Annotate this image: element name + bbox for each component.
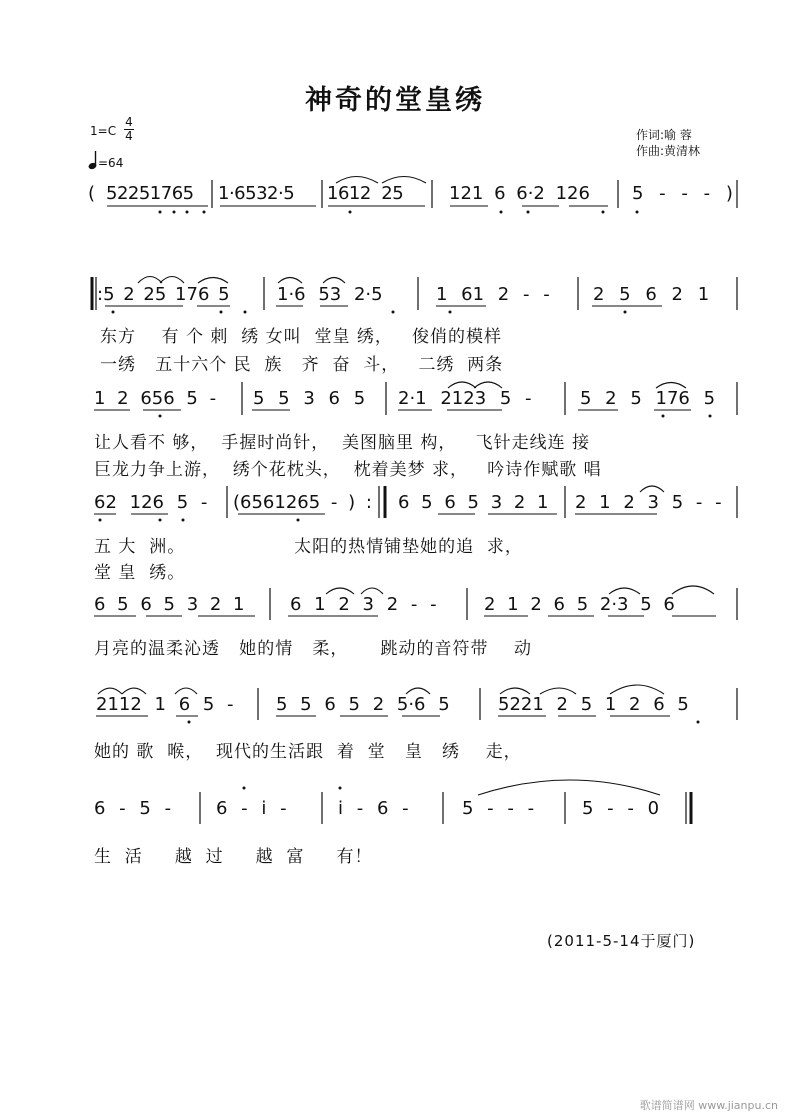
time-sig-top: 4: [125, 115, 133, 129]
lyric-line: 一绣 五十六个 民 族 齐 奋 斗， 二绣 两条: [100, 355, 504, 375]
measure: 1 61 2 - -: [436, 284, 550, 305]
tempo-marking: [88, 150, 123, 170]
measure: 5221 2 5 1 2 6 5: [498, 694, 689, 715]
measure: 1·6532·5: [218, 183, 295, 204]
measure: 2 1 2 3 5 - -: [575, 492, 722, 513]
song-title: 神奇的堂皇绣: [305, 85, 485, 116]
measure: 6 5 6 5 3 2 1: [398, 492, 549, 513]
lyric-line: 月亮的温柔沁透 她的情 柔， 跳动的音符带 动: [94, 639, 533, 659]
quarter-note-icon: [88, 150, 98, 170]
date-note: (2011-5-14于厦门): [547, 932, 696, 950]
site-watermark: 歌谱简谱网 www.jianpu.cn: [639, 1099, 778, 1112]
measure: 52251765: [106, 183, 194, 204]
measure: 2112 1 6 5 -: [96, 694, 234, 715]
measure: 5 5 6 5 2 5·6 5: [276, 694, 450, 715]
lyric-line: 让人看不 够， 手握时尚针， 美图脑里 构， 飞针走线连 接: [94, 433, 591, 453]
measure: 1 2 656 5 -: [94, 388, 217, 409]
tempo-value: =64: [98, 156, 124, 170]
open-paren: (: [88, 183, 96, 204]
measure: (6561265 - ) :: [233, 492, 372, 513]
time-signature: [124, 116, 134, 143]
measure: 62 126 5 -: [94, 492, 208, 513]
measure: 5 - - 0: [582, 798, 660, 819]
lyricist-credit: 作词:喻 蓉: [636, 128, 692, 142]
credits: [636, 127, 700, 159]
measure: i - 6 -: [338, 798, 409, 819]
measure: 5 2 5 176 5: [580, 388, 716, 409]
measure: 121 6 6·2 126: [449, 183, 590, 204]
measure: 6 5 6 5 3 2 1: [94, 594, 245, 615]
measure: 1·6 53 2·5: [277, 284, 383, 305]
lyric-line: 巨龙力争上游， 绣个花枕头， 枕着美梦 求， 吟诗作赋歌 唱: [94, 460, 602, 480]
measure: 1612 25: [327, 183, 404, 204]
lyric-line: 生 活 越 过 越 富 有！: [94, 847, 373, 867]
measure: :5 2 25 176 5: [97, 284, 230, 305]
composer-credit: 作曲:黄清林: [636, 144, 701, 158]
measure: 5 - - -: [462, 798, 535, 819]
measure: 6 1 2 3 2 - -: [290, 594, 437, 615]
score-line-1: [0, 183, 790, 243]
measure: 2 5 6 2 1: [593, 284, 710, 305]
time-sig-bottom: 4: [125, 129, 133, 143]
measure: 2·1 2123 5 -: [398, 388, 532, 409]
lyric-line: 堂 皇 绣。: [94, 563, 186, 583]
measure: 2 1 2 6 5 2·3 5 6: [484, 594, 675, 615]
lyric-line: 她的 歌 喉， 现代的生活跟 着 堂 皇 绣 走，: [94, 742, 522, 762]
key-signature: 1=C: [90, 124, 117, 138]
measure: 6 - 5 -: [94, 798, 172, 819]
measure: 6 - i -: [216, 798, 287, 819]
measure: 5 - - - ): [632, 183, 733, 204]
lyric-line: 五 大 洲。 太阳的热情铺垫她的追 求，: [94, 537, 523, 557]
measure: 5 5 3 6 5: [253, 388, 366, 409]
lyric-line: 东方 有 个 刺 绣 女叫 堂皇 绣， 俊俏的模样: [100, 327, 503, 347]
